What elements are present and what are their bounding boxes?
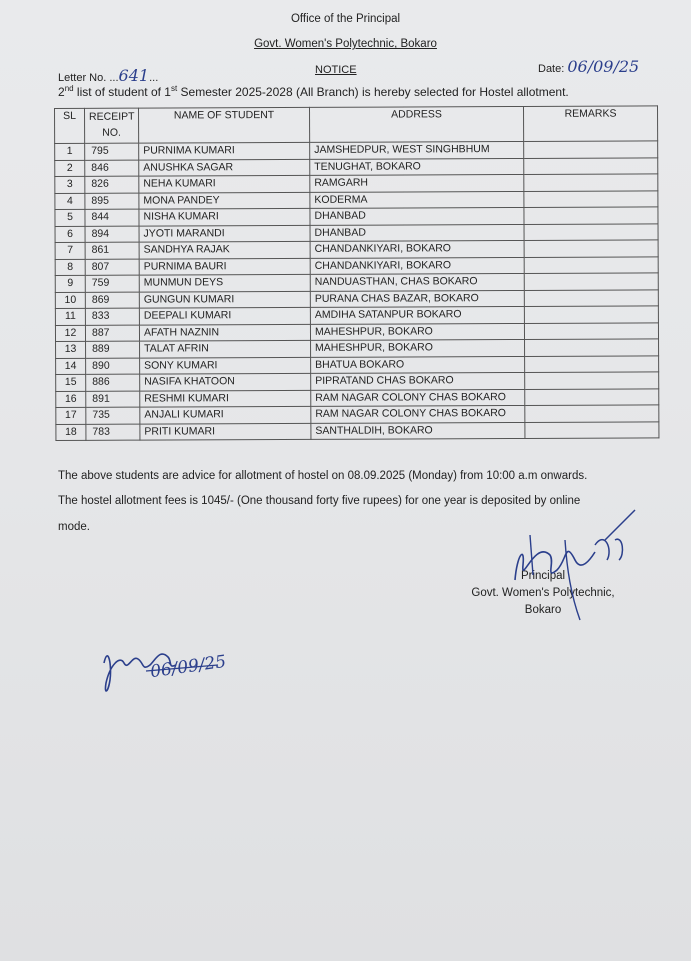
- row-remarks: [524, 289, 658, 306]
- row-student-name: SANDHYA RAJAK: [139, 241, 310, 258]
- row-address: SANTHALDIH, BOKARO: [311, 422, 525, 439]
- row-address: NANDUASTHAN, CHAS BOKARO: [310, 273, 524, 290]
- row-receipt: 783: [86, 424, 140, 441]
- row-receipt: 795: [85, 143, 139, 160]
- row-receipt: 895: [85, 193, 139, 210]
- row-remarks: [524, 256, 658, 273]
- row-receipt: 890: [86, 358, 140, 375]
- row-remarks: [524, 306, 658, 323]
- row-student-name: TALAT AFRIN: [140, 340, 311, 357]
- row-address: PURANA CHAS BAZAR, BOKARO: [310, 290, 524, 307]
- row-receipt: 844: [85, 209, 139, 226]
- row-remarks: [524, 207, 658, 224]
- row-sl: 5: [55, 209, 85, 226]
- row-remarks: [525, 421, 659, 438]
- row-sl: 13: [56, 341, 86, 358]
- row-remarks: [524, 240, 658, 257]
- row-address: RAMGARH: [310, 174, 524, 191]
- row-student-name: NEHA KUMARI: [139, 175, 310, 192]
- row-student-name: ANJALI KUMARI: [140, 406, 311, 423]
- student-table: [54, 105, 659, 441]
- row-remarks: [524, 190, 658, 207]
- row-address: CHANDANKIYARI, BOKARO: [310, 240, 524, 257]
- intro-text-2: list of student of 1: [73, 85, 171, 99]
- handwritten-date: 06/09/25: [148, 651, 228, 683]
- row-student-name: RESHMI KUMARI: [140, 390, 311, 407]
- principal-location: Bokaro: [524, 604, 562, 616]
- row-address: JAMSHEDPUR, WEST SINGHBHUM: [310, 141, 524, 158]
- row-receipt: 861: [85, 242, 139, 259]
- row-student-name: DEEPALI KUMARI: [139, 307, 310, 324]
- intro-text-3: Semester 2025-2028 (All Branch) is hereby selected for Hostel allotment.: [177, 85, 569, 99]
- row-student-name: ANUSHKA SAGAR: [139, 159, 310, 176]
- letter-number-value: 641: [118, 66, 150, 85]
- row-receipt: 833: [85, 308, 139, 325]
- row-student-name: NASIFA KHATOON: [140, 373, 311, 390]
- intro-sup-2: st: [170, 84, 178, 93]
- principal-signature: [495, 500, 655, 625]
- col-header-sl: SL: [55, 108, 85, 143]
- intro-sup-1: nd: [64, 84, 74, 93]
- row-receipt: 886: [86, 374, 140, 391]
- row-receipt: 891: [86, 391, 140, 408]
- row-remarks: [524, 141, 658, 158]
- row-sl: 3: [55, 176, 85, 193]
- table-header-row: [55, 106, 658, 144]
- letter-number: [58, 66, 158, 85]
- handwritten-note: [98, 635, 268, 705]
- row-address: RAM NAGAR COLONY CHAS BOKARO: [311, 405, 525, 422]
- row-sl: 11: [55, 308, 85, 325]
- row-remarks: [524, 223, 658, 240]
- notice-heading: NOTICE: [315, 64, 357, 76]
- row-receipt: 826: [85, 176, 139, 193]
- row-receipt: 807: [85, 259, 139, 276]
- row-student-name: SONY KUMARI: [140, 357, 311, 374]
- row-remarks: [524, 322, 658, 339]
- row-student-name: NISHA KUMARI: [139, 208, 310, 225]
- row-sl: 2: [55, 160, 85, 177]
- row-receipt: 869: [85, 292, 139, 309]
- row-sl: 6: [55, 226, 85, 243]
- row-address: RAM NAGAR COLONY CHAS BOKARO: [311, 389, 525, 406]
- intro-line: [58, 84, 569, 99]
- row-address: DHANBAD: [310, 207, 524, 224]
- row-receipt: 889: [86, 341, 140, 358]
- row-student-name: MONA PANDEY: [139, 192, 310, 209]
- col-header-receipt: RECEIPT NO.: [85, 108, 139, 143]
- row-receipt: 887: [85, 325, 139, 342]
- office-title: Office of the Principal: [290, 13, 401, 25]
- row-remarks: [525, 405, 659, 422]
- row-remarks: [525, 355, 659, 372]
- row-address: AMDIHA SATANPUR BOKARO: [310, 306, 524, 323]
- fees-notice-text: The hostel allotment fees is 1045/- (One thousand forty five rupees) for one year is deposited by online: [58, 495, 581, 507]
- row-remarks: [524, 157, 658, 174]
- row-address: CHANDANKIYARI, BOKARO: [310, 257, 524, 274]
- allotment-notice-text: The above students are advice for allotment of hostel on 08.09.2025 (Monday) from 10:00 a.m onwards.: [58, 470, 588, 482]
- row-receipt: 735: [86, 407, 140, 424]
- col-header-name: NAME OF STUDENT: [139, 107, 310, 143]
- row-address: TENUGHAT, BOKARO: [310, 158, 524, 175]
- date-value: 06/09/25: [567, 57, 640, 76]
- row-sl: 14: [56, 358, 86, 375]
- table-row: [56, 421, 659, 440]
- row-remarks: [524, 174, 658, 191]
- row-receipt: 759: [85, 275, 139, 292]
- row-student-name: PURNIMA KUMARI: [139, 142, 310, 159]
- row-student-name: PRITI KUMARI: [140, 423, 311, 440]
- letter-dots: ...: [149, 72, 159, 84]
- row-address: BHATUA BOKARO: [311, 356, 525, 373]
- row-sl: 16: [56, 391, 86, 408]
- row-address: DHANBAD: [310, 224, 524, 241]
- row-student-name: GUNGUN KUMARI: [139, 291, 310, 308]
- row-sl: 17: [56, 407, 86, 424]
- row-address: KODERMA: [310, 191, 524, 208]
- row-sl: 8: [55, 259, 85, 276]
- row-remarks: [525, 339, 659, 356]
- row-sl: 10: [55, 292, 85, 309]
- row-remarks: [525, 388, 659, 405]
- row-sl: 4: [55, 193, 85, 210]
- date-label: Date:: [538, 63, 568, 75]
- principal-title: Principal: [520, 570, 566, 582]
- row-sl: 15: [56, 374, 86, 391]
- row-receipt: 894: [85, 226, 139, 243]
- col-header-address: ADDRESS: [309, 106, 523, 142]
- row-remarks: [524, 273, 658, 290]
- row-student-name: PURNIMA BAURI: [139, 258, 310, 275]
- row-remarks: [525, 372, 659, 389]
- row-student-name: MUNMUN DEYS: [139, 274, 310, 291]
- intro-text-1: 2: [58, 85, 65, 99]
- col-header-remarks: REMARKS: [523, 106, 657, 142]
- row-sl: 12: [55, 325, 85, 342]
- principal-institution: Govt. Women's Polytechnic,: [471, 587, 615, 599]
- row-student-name: AFATH NAZNIN: [139, 324, 310, 341]
- letter-label: Letter No. ...: [58, 72, 119, 84]
- institution-name: Govt. Women's Polytechnic, Bokaro: [254, 38, 437, 50]
- row-sl: 1: [55, 143, 85, 160]
- fees-notice-continued: mode.: [58, 521, 90, 533]
- row-sl: 9: [55, 275, 85, 292]
- row-address: PIPRATAND CHAS BOKARO: [311, 372, 525, 389]
- row-address: MAHESHPUR, BOKARO: [311, 339, 525, 356]
- row-address: MAHESHPUR, BOKARO: [310, 323, 524, 340]
- row-sl: 18: [56, 424, 86, 441]
- date-field: [538, 57, 639, 76]
- row-sl: 7: [55, 242, 85, 259]
- row-receipt: 846: [85, 160, 139, 177]
- row-student-name: JYOTI MARANDI: [139, 225, 310, 242]
